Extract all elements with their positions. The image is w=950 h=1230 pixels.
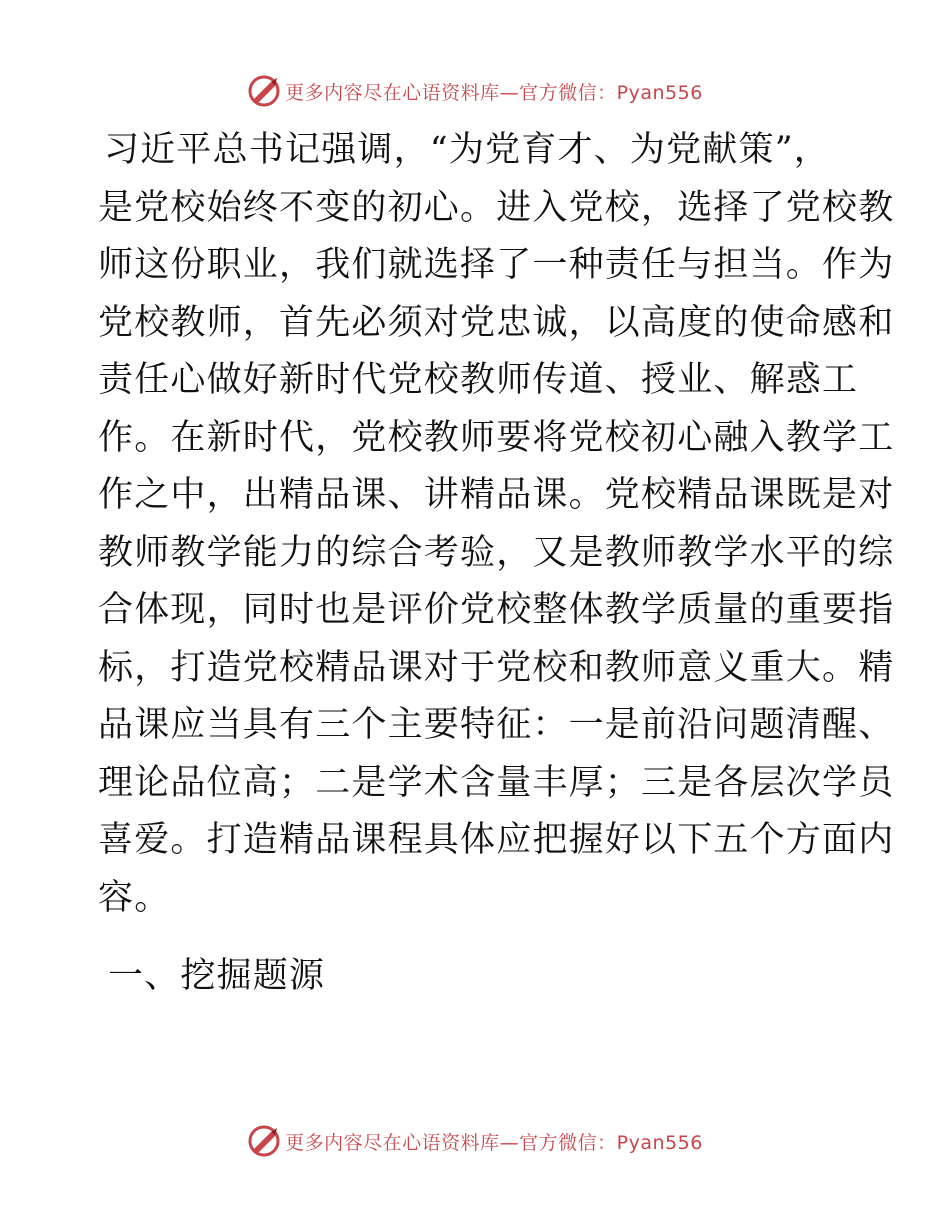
text-line: 理论品位高；二是学术含量丰厚；三是各层次学员 — [98, 762, 895, 803]
watermark-header — [0, 71, 950, 111]
text-line: 习近平总书记强调，“为党育才、为党献策”， — [104, 130, 830, 170]
text-line: 师这份职业，我们就选择了一种责任与担当。作为 — [98, 245, 895, 285]
text-line: 合体现，同时也是评价党校整体教学质量的重要指 — [98, 590, 895, 630]
section-heading: 一、挖掘题源 — [108, 956, 326, 996]
text-line: 党校教师，首先必须对党忠诚，以高度的使命感和 — [98, 302, 895, 343]
watermark-text: 更多内容尽在心语资料库—官方微信：Pyan556 — [285, 1131, 703, 1154]
text-line: 教师教学能力的综合考验，又是教师教学水平的综 — [98, 532, 895, 573]
text-line: 标，打造党校精品课对于党校和教师意义重大。精 — [98, 647, 895, 688]
pen-logo-icon — [247, 1124, 281, 1158]
text-line: 喜爱。打造精品课程具体应把握好以下五个方面内 — [98, 820, 895, 860]
document-body — [98, 122, 895, 927]
text-line: 作之中，出精品课、讲精品课。党校精品课既是对 — [98, 475, 895, 515]
text-line: 容。 — [98, 877, 171, 918]
text-line: 是党校始终不变的初心。进入党校，选择了党校教 — [98, 187, 895, 228]
watermark-footer — [0, 1121, 950, 1161]
watermark-text: 更多内容尽在心语资料库—官方微信：Pyan556 — [285, 81, 703, 104]
pen-logo-icon — [247, 74, 281, 108]
text-line: 作。在新时代，党校教师要将党校初心融入教学工 — [98, 417, 895, 458]
text-line: 责任心做好新时代党校教师传道、授业、解惑工 — [98, 360, 859, 400]
text-line: 品课应当具有三个主要特征：一是前沿问题清醒、 — [98, 705, 895, 745]
